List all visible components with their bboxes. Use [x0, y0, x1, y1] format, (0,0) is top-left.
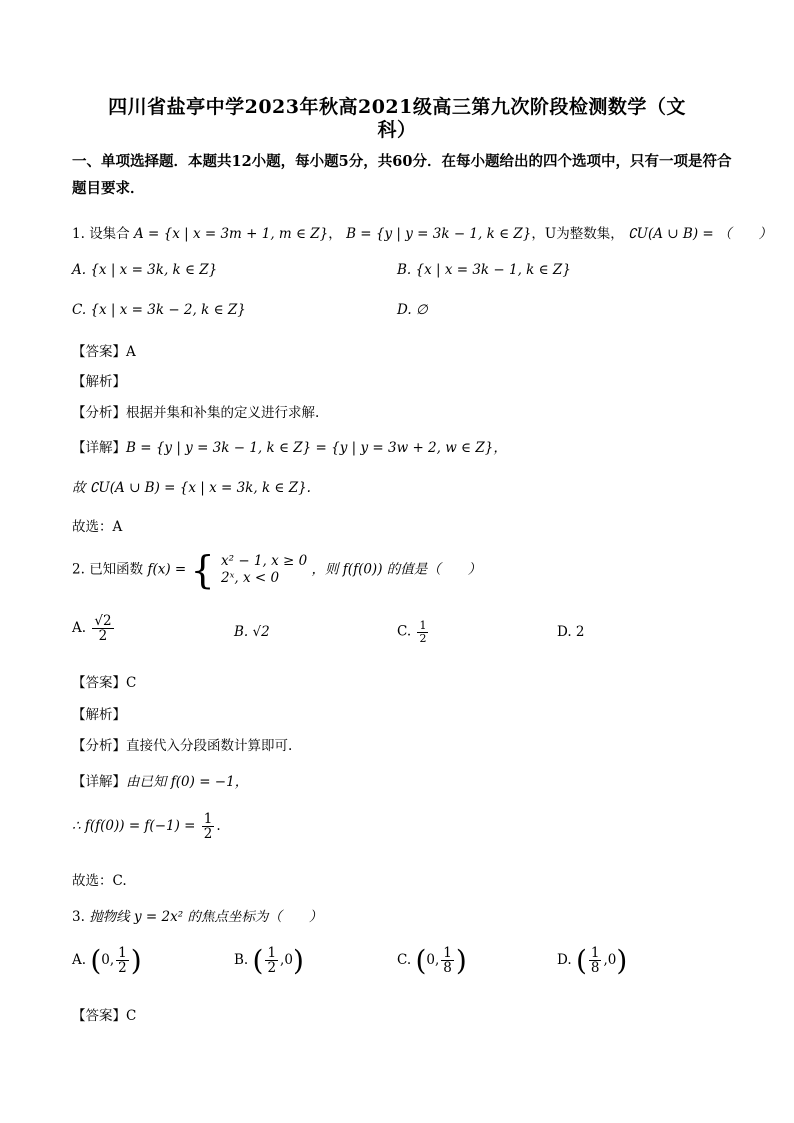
q1-conclusion: 故 ∁U(A ∪ B) = {x | x = 3k, k ∈ Z}.	[72, 480, 311, 496]
q1-fenxi: 【分析】根据并集和补集的定义进行求解.	[72, 405, 320, 421]
q1-analysis-label: 【解析】	[72, 374, 126, 390]
q2-option-c: C. $\frac{1}{2}$	[397, 619, 427, 645]
page-title-continued: 科）	[377, 119, 417, 141]
section-heading: 一、单项选择题．本题共12小题，每小题5分，共60分．在每小题给出的四个选项中，只有一项是符合题目要求．	[72, 153, 732, 197]
q3-option-d: D. ( $\frac{1}{8}$ ,0)	[557, 944, 628, 977]
q2-fenxi: 【分析】直接代入分段函数计算即可.	[72, 738, 293, 754]
q2-option-a: A. $\frac{√2}{2}$	[72, 613, 112, 645]
q1-option-a: A. {x | x = 3k, k ∈ Z}	[72, 262, 218, 278]
q1-option-c: C. {x | x = 3k − 2, k ∈ Z}	[72, 302, 246, 318]
q3-option-c: C. (0, $\frac{1}{8}$ )	[397, 944, 467, 977]
question-3: 3. 抛物线 y = 2x² 的焦点坐标为（ ）	[72, 909, 323, 925]
q2-detail: 【详解】由已知 f(0) = −1，	[72, 774, 249, 790]
question-2: 2. 已知函数 f(x) = { x² − 1, x ≥ 0 2ˣ, x < 0 ，则 f(f(0)) 的值是（ ）	[72, 548, 482, 592]
q2-step: ∴ f(f(0)) = f(−1) = $\frac{1}{2}$ .	[72, 811, 221, 843]
q2-option-d: D. 2	[557, 624, 585, 640]
question-1: 1. 设集合 A = {x | x = 3m + 1, m ∈ Z}， B = {y | y = 3k − 1, k ∈ Z}，U为整数集， ∁U(A ∪ B) = （ ）	[72, 226, 772, 242]
q2-analysis-label: 【解析】	[72, 707, 126, 723]
q3-option-a: A. (0, $\frac{1}{2}$ )	[72, 944, 142, 977]
q1-option-b: B. {x | x = 3k − 1, k ∈ Z}	[397, 262, 571, 278]
q2-answer: 【答案】C	[72, 675, 137, 691]
q3-option-b: B. ( $\frac{1}{2}$ ,0)	[234, 944, 304, 977]
q1-choose: 故选：A	[72, 519, 123, 535]
q2-option-b: B. √2	[234, 624, 270, 640]
q1-option-d: D. ∅	[397, 302, 428, 318]
q2-choose: 故选：C.	[72, 873, 127, 889]
q3-answer: 【答案】C	[72, 1008, 137, 1024]
q1-detail: 【详解】B = {y | y = 3k − 1, k ∈ Z} = {y | y = 3w + 2, w ∈ Z}，	[72, 440, 507, 456]
page-title: 四川省盐亭中学2023年秋高2021级高三第九次阶段检测数学（文	[108, 96, 686, 118]
left-brace: {	[190, 548, 215, 592]
piecewise-cases: x² − 1, x ≥ 0 2ˣ, x < 0	[221, 553, 308, 586]
q1-answer: 【答案】A	[72, 344, 136, 360]
